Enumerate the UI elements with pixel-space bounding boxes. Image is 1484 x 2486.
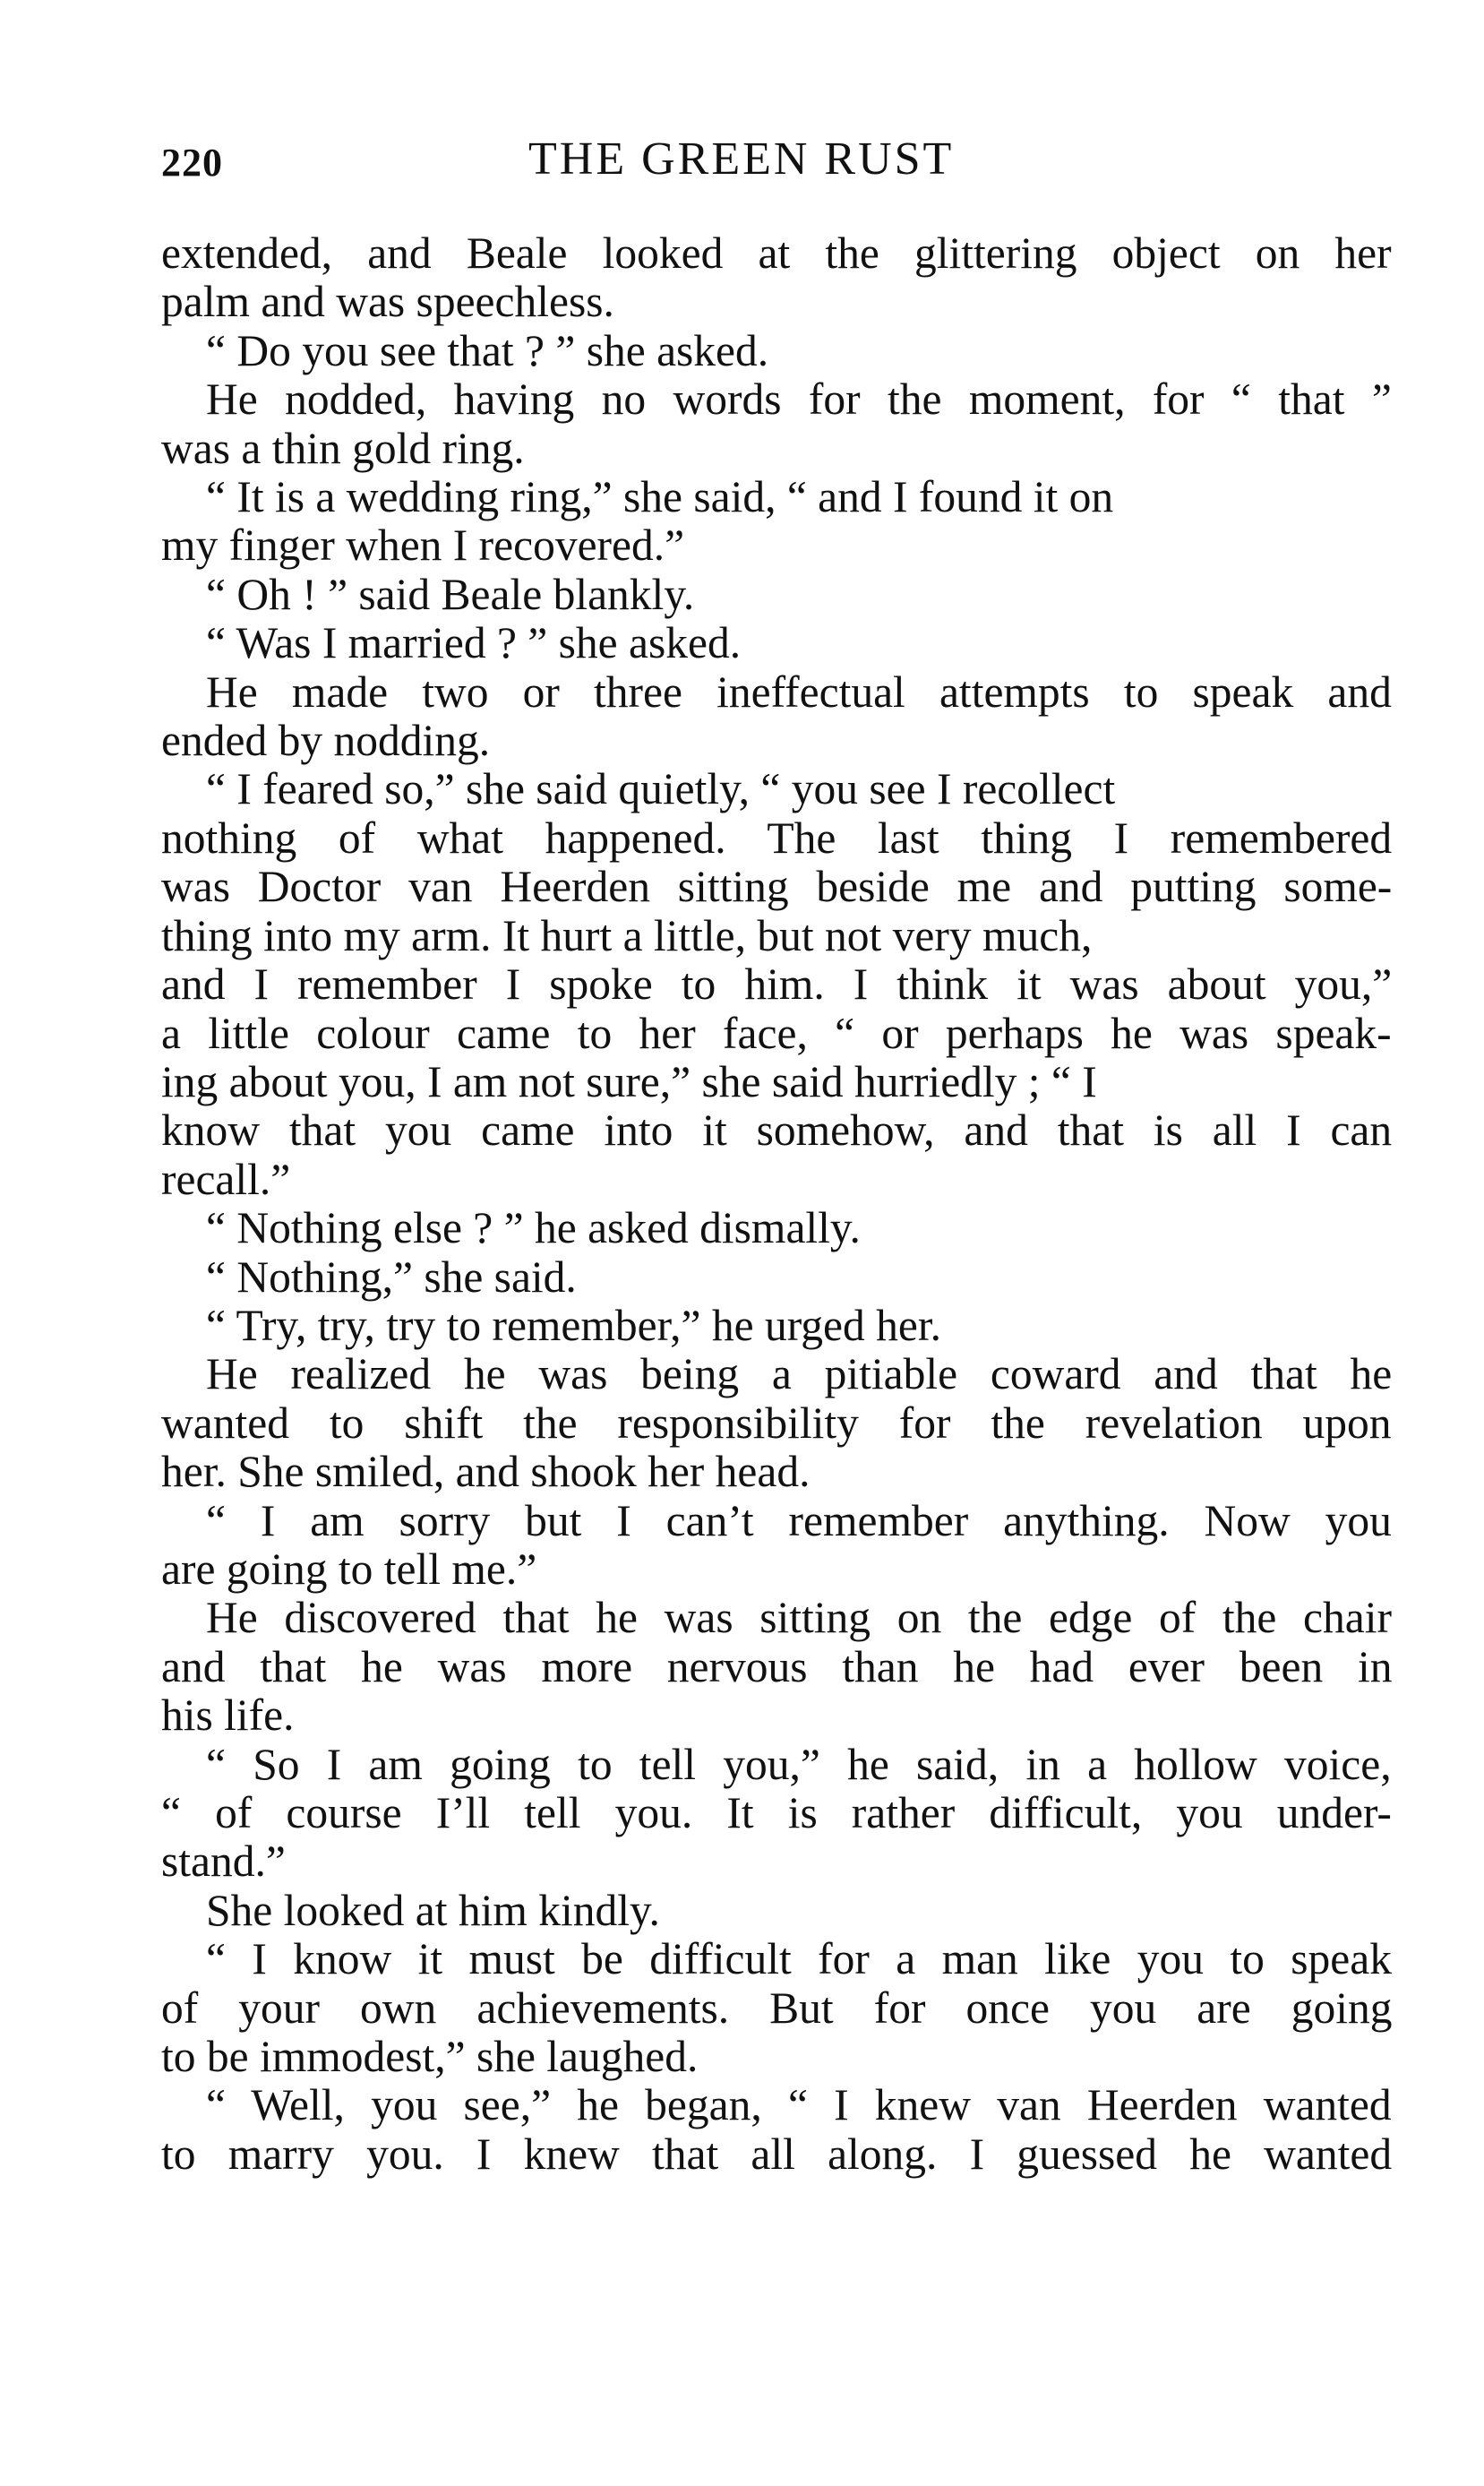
running-head <box>161 133 1388 195</box>
text-line: her. She smiled, and shook her head. <box>161 1447 811 1497</box>
text-line: He discovered that he was sitting on the edge of the chair <box>206 1593 1392 1643</box>
text-line: ended by nodding. <box>161 716 491 766</box>
body-text <box>161 229 1392 2179</box>
text-line: “ I am sorry but I can’t remember anything. Now you <box>206 1495 1392 1545</box>
text-line: “ It is a wedding ring,” she said, “ and I found it on <box>206 472 1114 522</box>
text-line: “ Was I married ? ” she asked. <box>206 618 742 668</box>
text-line: his life. <box>161 1690 295 1741</box>
text-line: know that you came into it somehow, and that is all I can <box>161 1105 1393 1156</box>
text-line: to be immodest,” she laughed. <box>161 2032 699 2082</box>
text-line: He made two or three ineffectual attempts to speak and <box>206 667 1392 717</box>
text-line: He realized he was being a pitiable coward and that he <box>206 1349 1393 1399</box>
text-line: stand.” <box>161 1837 286 1887</box>
text-line: was Doctor van Heerden sitting beside me and putting some- <box>161 862 1393 912</box>
text-line: “ So I am going to tell you,” he said, in a hollow voice, <box>206 1739 1392 1789</box>
text-line: palm and was speechless. <box>161 277 614 327</box>
text-line: “ of course I’ll tell you. It is rather difficult, you under- <box>161 1788 1392 1837</box>
text-line: “ I feared so,” she said quietly, “ you see I recollect <box>206 764 1116 814</box>
text-line: of your own achievements. But for once you are going <box>161 1983 1393 2033</box>
text-line: are going to tell me.” <box>161 1544 537 1594</box>
text-line: He nodded, having no words for the moment, for “ that ” <box>206 374 1392 425</box>
text-line: and I remember I spoke to him. I think it was about you,” <box>161 959 1393 1010</box>
text-line: wanted to shift the responsibility for the revelation upon <box>161 1398 1392 1448</box>
text-line: extended, and Beale looked at the glittering object on her <box>161 228 1392 278</box>
text-line: She looked at him kindly. <box>206 1885 660 1935</box>
text-line: recall.” <box>161 1154 291 1204</box>
text-line: “ Nothing,” she said. <box>206 1252 577 1302</box>
text-line: to marry you. I knew that all along. I guessed he wanted <box>161 2129 1393 2179</box>
text-line: thing into my arm. It hurt a little, but not very much, <box>161 910 1093 960</box>
text-line: a little colour came to her face, “ or perhaps he was speak- <box>161 1008 1392 1058</box>
running-title: THE GREEN RUST <box>528 133 955 185</box>
text-line: “ I know it must be difficult for a man like you to speak <box>206 1934 1392 1984</box>
text-line: and that he was more nervous than he had ever been in <box>161 1641 1393 1691</box>
text-line: “ Do you see that ? ” she asked. <box>206 325 769 375</box>
text-line: “ Nothing else ? ” he asked dismally. <box>206 1203 861 1253</box>
text-line: was a thin gold ring. <box>161 423 525 473</box>
text-line: my finger when I recovered.” <box>161 520 685 571</box>
text-line: nothing of what happened. The last thing I remembered <box>161 813 1393 863</box>
text-line: “ Try, try, try to remember,” he urged her. <box>206 1300 941 1350</box>
text-line: “ Well, you see,” he began, “ I knew van Heerden wanted <box>206 2080 1392 2130</box>
text-line: ing about you, I am not sure,” she said hurriedly ; “ I <box>161 1056 1097 1106</box>
page-number: 220 <box>161 141 223 185</box>
text-line: “ Oh ! ” said Beale blankly. <box>206 569 695 619</box>
